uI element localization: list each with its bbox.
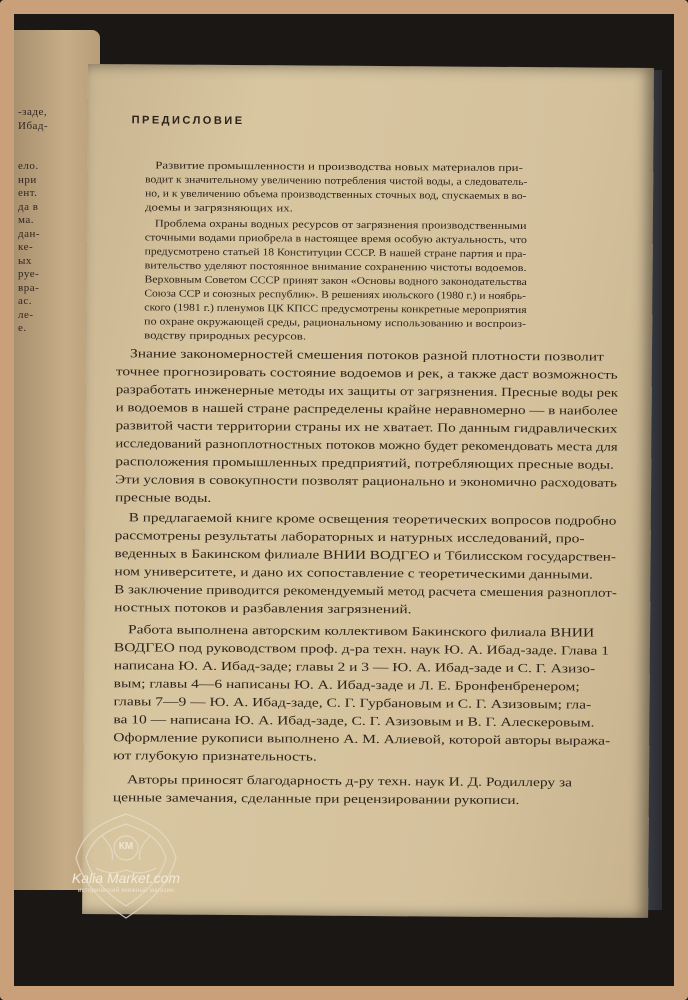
left-page-fragment: ент. xyxy=(18,187,38,199)
text-line: но, и к увеличению объема производственных сточных вод, спускаемых в во- xyxy=(145,188,527,203)
text-line: Союза ССР и союзных республик». В решениях июльского (1980 г.) и ноябрь- xyxy=(144,288,526,303)
left-page-fragment: ма. xyxy=(18,214,35,226)
text-line: Эти условия в совокупности позволят рационально и экономично расходовать xyxy=(115,472,617,490)
text-line: написана Ю. А. Ибад-заде; главы 2 и 3 — Ю. А. Ибад-заде и С. Г. Азизо- xyxy=(113,658,596,676)
text-line: предусмотрено статьей 18 Конституции СССР. В нашей стране партия и пра- xyxy=(144,246,527,261)
text-line: веденных в Бакинском филиале ВНИИ ВОДГЕО и Тбилисском государствен- xyxy=(114,546,617,564)
page-title: ПРЕДИСЛОВИЕ xyxy=(131,114,245,128)
left-page-fragment: ке- xyxy=(18,241,34,253)
text-line: Оформление рукописи выполнено А. М. Алиевой, которой авторы выража- xyxy=(113,730,611,748)
text-line: исследований разноплотностных потоков можно будет рекомендовать места для xyxy=(115,436,618,454)
text-line: ского (1981 г.) пленумов ЦК КПСС предусмотрены конкретные мероприятия xyxy=(144,302,527,317)
text-line: рассмотрены результаты лабораторных и натурных исследований, про- xyxy=(114,528,585,546)
left-page-fragment: -заде, xyxy=(18,106,48,118)
book-page xyxy=(82,64,654,918)
text-line: и водоемов в нашей стране распределены крайне неравномерно — в наиболее xyxy=(115,400,618,418)
text-line: разработать инженерные методы их защиты от загрязнения. Пресные воды рек xyxy=(115,382,619,400)
text-line: ценные замечания, сделанные при рецензировании рукописи. xyxy=(112,790,520,808)
text-line: В предлагаемой книге кроме освещения теоретических вопросов подробно xyxy=(128,510,617,528)
text-line: вым; главы 4—6 написаны Ю. А. Ибад-заде и Л. Е. Бронфенбренером; xyxy=(113,676,580,694)
text-line: водит к значительному увеличению потребления чистой воды, а следователь- xyxy=(145,174,528,189)
watermark-ornament-icon xyxy=(56,808,196,928)
text-line: ностных потоков и разбавления загрязнений. xyxy=(114,600,412,617)
text-line: Работа выполнена авторским коллективом Бакинского филиала ВНИИ xyxy=(128,622,595,640)
text-line: ВОДГЕО под руководством проф. д-ра техн. наук Ю. А. Ибад-заде. Глава 1 xyxy=(113,640,610,658)
text-line: расположения промышленных предприятий, потребляющих пресные воды. xyxy=(115,454,614,472)
left-page-fragment: нри xyxy=(18,173,37,186)
text-line: доемы и загрязняющих их. xyxy=(144,202,293,215)
text-line: водству природных ресурсов. xyxy=(144,330,307,343)
watermark-monogram: КМ xyxy=(118,841,134,852)
watermark-brand: Kalia Market.com xyxy=(71,870,181,886)
text-line: Верховным Советом СССР принят закон «Основы водного законодательства xyxy=(144,274,527,289)
text-line: Знание закономерностей смешения потоков разной плотности позволит xyxy=(129,346,604,364)
left-page-fragment: ело. xyxy=(18,160,39,172)
text-line: Развитие промышленности и производства новых материалов при- xyxy=(155,160,523,175)
watermark-logo xyxy=(56,808,196,928)
text-line: вительство уделяют постоянное внимание сохранению чистоты водоемов. xyxy=(144,260,527,275)
left-page-fragment: дан- xyxy=(18,227,41,240)
text-line: по охране окружающей среды, рациональному использованию и воспроиз- xyxy=(144,316,527,331)
text-line: В заключение приводится рекомендуемый метод расчета смешения разноплот- xyxy=(114,582,617,600)
left-page-fragment: да в xyxy=(18,200,39,213)
left-page-fragment: е. xyxy=(18,322,27,334)
left-page-fragment: руе- xyxy=(18,268,40,280)
text-line: развитой части территории страны их не хватает. По данным гидравлических xyxy=(115,418,618,436)
text-line: ном университете, и дано их сопоставление с теоретическими данными. xyxy=(114,564,593,582)
text-line: Проблема охраны водных ресурсов от загрязнения производственными xyxy=(154,218,527,233)
text-line: главы 7—9 — Ю. А. Ибад-заде, С. Г. Гурбановым и С. Г. Азизовым; гла- xyxy=(113,694,592,712)
text-line: сточными водами приобрела в настоящее время особую актуальность, что xyxy=(144,232,527,247)
left-page-fragment: вра- xyxy=(18,281,40,294)
text-line: ва 10 — написана Ю. А. Ибад-заде, С. Г. Азизовым и В. Г. Алескеровым. xyxy=(113,712,595,730)
left-page-fragment: ых xyxy=(18,254,32,267)
left-page-fragment: ле- xyxy=(18,308,34,321)
text-line: точнее прогнозировать состояние водоемов и рек, а также даст возможность xyxy=(115,364,618,382)
text-line: пресные воды. xyxy=(114,490,212,505)
left-page-fragment: Ибад- xyxy=(18,119,49,132)
left-page-fragment: ас. xyxy=(18,295,33,307)
text-line: ют глубокую признательность. xyxy=(113,748,317,764)
text-line: Авторы приносят благодарность д-ру техн. наук И. Д. Родиллеру за xyxy=(126,772,573,790)
watermark-tagline: исторический книжный магазин xyxy=(77,888,175,894)
